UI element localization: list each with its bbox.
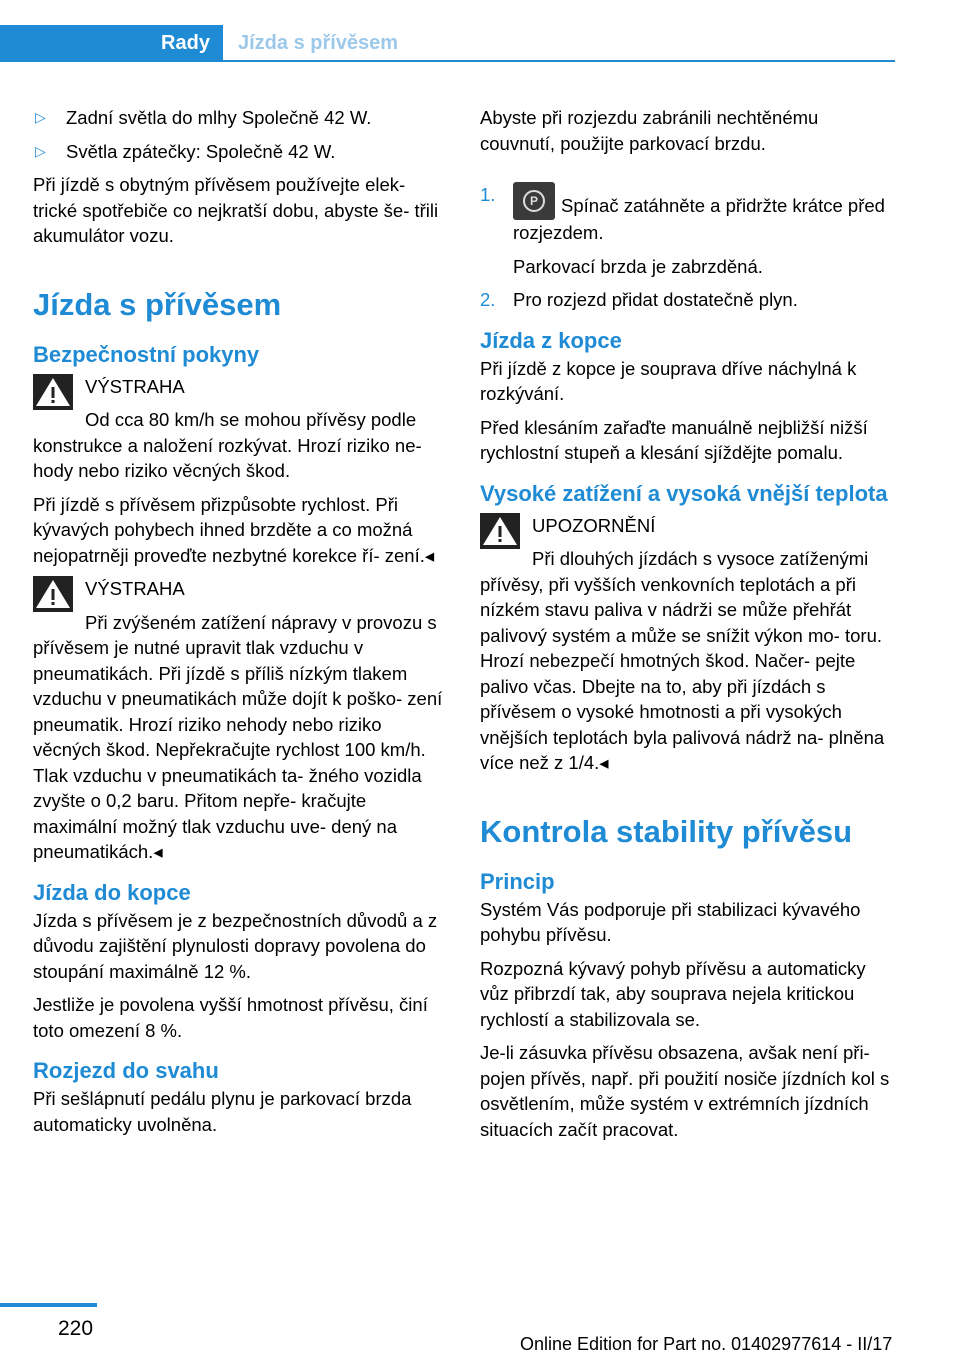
subsection-title: Rozjezd do svahu <box>33 1058 219 1083</box>
paragraph: Jestliže je povolena vyšší hmotnost přívěsu, činí toto omezení 8 %. <box>33 994 428 1041</box>
paragraph: Při sešlápnutí pedálu plynu je parkovací brzda automaticky uvolněna. <box>33 1088 412 1135</box>
step-item: 1. P Spínač zatáhněte a přidržte krátce před rozjezdem. <box>480 182 895 246</box>
subsection-title: Jízda do kopce <box>33 879 191 905</box>
tab-rady[interactable]: Rady <box>148 25 223 62</box>
warning-title: VÝSTRAHA <box>85 375 185 397</box>
header-divider <box>223 60 895 62</box>
paragraph: Rozpozná kývavý pohyb přívěsu a automaticky vůz přibrzdí tak, aby souprava nejela kritickou rychlostí a stabilizovala se. <box>480 957 866 1030</box>
page-number: 220 <box>58 1317 94 1340</box>
paragraph: Před klesáním zařaďte manuálně nejbližší nižší rychlostní stupeň a klesání sjíždějte pomalu. <box>480 416 868 463</box>
step-number: 2. <box>480 289 496 310</box>
list-item: ▷ Světla zpátečky: Společně 42 W. <box>33 139 448 165</box>
right-column <box>480 105 895 1150</box>
subsection-title: Bezpečnostní pokyny <box>33 341 260 367</box>
paragraph: Při jízdě s obytným přívěsem používejte elek‐ trické spotřebiče co nejkratší dobu, abyste še‐ třili akumulátor vozu. <box>33 174 439 246</box>
paragraph: Při jízdě z kopce je souprava dříve náchylná k rozkývání. <box>480 357 857 404</box>
warning-block <box>33 374 448 569</box>
tab-jizda-s-privesem[interactable]: Jízda s přívěsem <box>238 32 399 54</box>
list-item: ▷ Zadní světla do mlhy Společně 42 W. <box>33 105 448 131</box>
warning-icon <box>33 576 73 612</box>
paragraph: Systém Vás podporuje při stabilizaci kývavého pohybu přívěsu. <box>480 898 861 945</box>
warning-text: Od cca 80 km/h se mohou přívěsy podle konstrukce a naložení rozkývat. Hrozí riziko ne‐ hody nebo riziko věcných škod. <box>33 409 422 481</box>
caution-block <box>480 513 895 776</box>
paragraph: Jízda s přívěsem je z bezpečnostních důvodů a z důvodu zajištění plynulosti dopravy povolena do stoupání maximálně 12 %. <box>33 909 438 982</box>
warning-icon <box>33 374 73 410</box>
subsection-title: Princip <box>480 868 555 894</box>
paragraph: Abyste při rozjezdu zabránili nechtěnému couvnutí, použijte parkovací brzdu. <box>480 107 819 154</box>
section-title: Jízda s přívěsem <box>33 286 282 322</box>
warning-block <box>33 576 448 865</box>
left-column <box>33 105 448 1145</box>
footer-divider <box>0 1303 97 1307</box>
warning-title: VÝSTRAHA <box>85 578 185 599</box>
subsection-title: Jízda z kopce <box>480 327 622 353</box>
paragraph: Je-li zásuvka přívěsu obsazena, avšak není při‐ pojen přívěs, např. při použití nosiče jízdních kol s osvětlením, může systém v extrémních jízdních situacích začít pracovat. <box>480 1042 890 1140</box>
triangle-bullet-icon: ▷ <box>35 109 46 125</box>
header-bar <box>0 25 148 62</box>
step-number: 1. <box>480 184 496 205</box>
warning-text: Při jízdě s přívěsem přizpůsobte rychlost. Při kývavých pohybech ihned brzděte a co možná nejopatrněji proveďte nezbytné korekce ří‐ zení.◂ <box>33 493 435 566</box>
caution-title: UPOZORNĚNÍ <box>532 514 656 536</box>
parking-brake-icon: P <box>513 182 555 220</box>
section-title: Kontrola stability přívěsu <box>480 813 853 849</box>
edition-note: Online Edition for Part no. 01402977614 - II/17 <box>520 1334 893 1354</box>
subsection-title: Vysoké zatížení a vysoká vnější teplota <box>480 480 888 506</box>
triangle-bullet-icon: ▷ <box>35 142 46 159</box>
step-item: 2. Pro rozjezd přidat dostatečně plyn. <box>480 287 895 313</box>
warning-text: Při zvýšeném zatížení nápravy v provozu s přívěsem je nutné upravit tlak vzduchu v pneumatikách. Při jízdě s příliš nízkým tlakem vzduchu v pneumatikách může dojít k poško‐ zení pneumatik. Hrozí riziko nehody nebo riziko věcných škod. Nepřekračujte rychlost 100 km/h. Tlak vzduchu v pneumatikách ta‐ žného vozidla zvyšte o 0,2 baru. Přitom nepře‐ kračujte maximální možný tlak vzduchu uve‐ dený na pneumatikách.◂ <box>33 611 443 862</box>
warning-icon <box>480 513 520 549</box>
caution-text: Při dlouhých jízdách s vysoce zatíženými přívěsy, při vyšších venkovních teplotách a při nízkém stavu paliva v nádrži se může přehřát palivový systém a může se snížit výkon mo‐ toru. Hrozí nebezpečí hmotných škod. Načer‐ pejte palivo včas. Dbejte na to, aby při jízdách s přívěsem o vysoké hmotnosti a při vysokých vnějších teplotách byla palivová nádrž na‐ plněna více než z 1/4.◂ <box>480 548 885 773</box>
step-subtext: Parkovací brzda je zabrzděná. <box>513 255 763 277</box>
